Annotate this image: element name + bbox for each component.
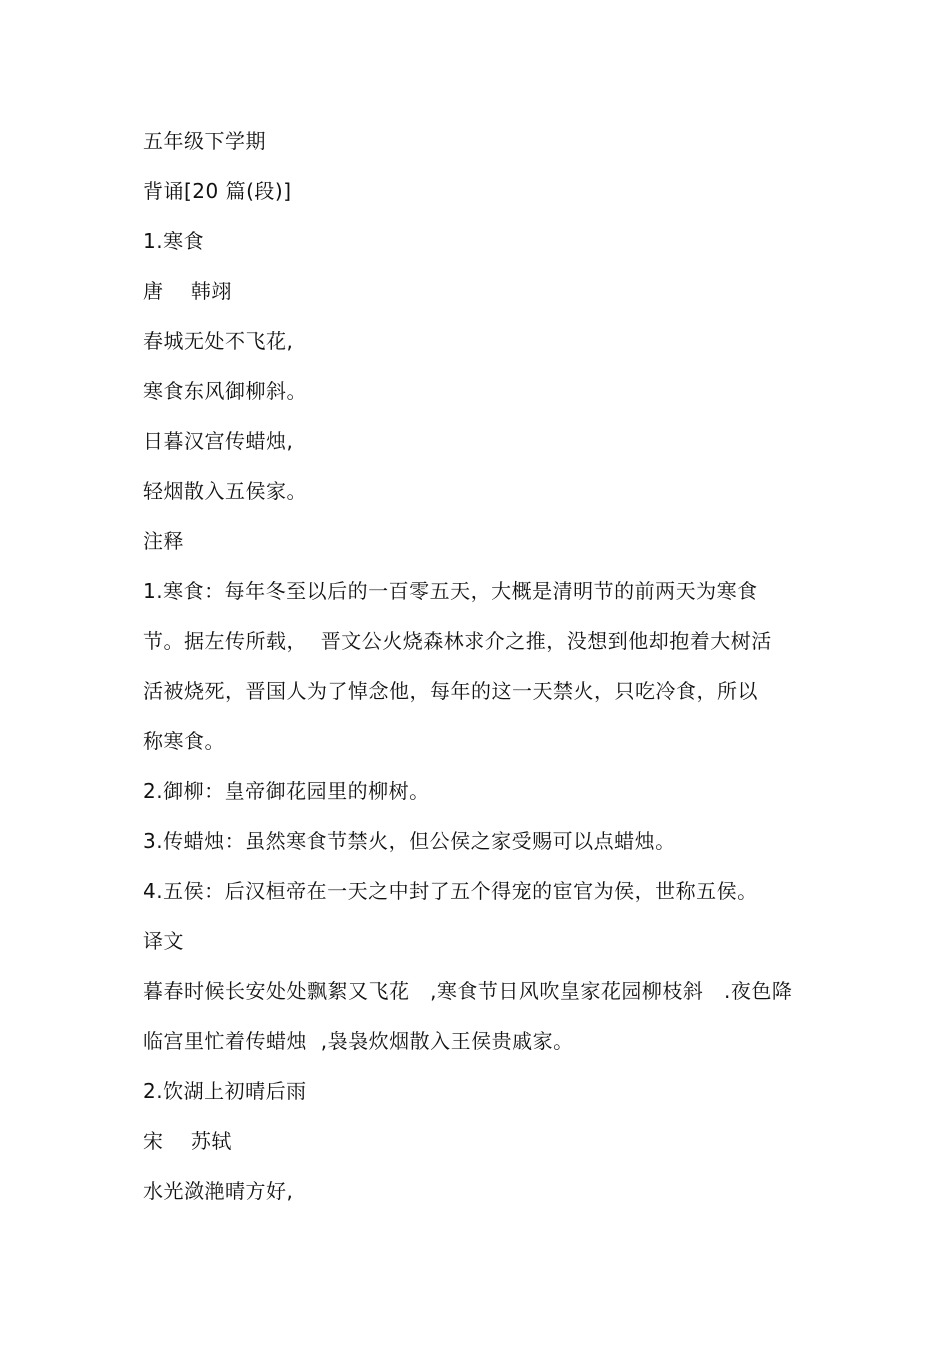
note-text: 节。据左传所载， 晋文公火烧森林求介之推，没想到他却抱着大树活 xyxy=(143,629,772,653)
note-text: 3.传蜡烛：虽然寒食节禁火，但公侯之家受赐可以点蜡烛。 xyxy=(143,829,676,853)
poem-line: 日暮汉宫传蜡烛, xyxy=(143,429,294,453)
translation-text: 临宫里忙着传蜡烛 ,袅袅炊烟散入王侯贵戚家。 xyxy=(143,1029,574,1053)
note-text: 活被烧死，晋国人为了悼念他，每年的这一天禁火，只吃冷食，所以 xyxy=(143,679,758,703)
section-heading: 背诵[20 篇(段)] xyxy=(143,179,292,203)
poem-author: 宋 苏轼 xyxy=(143,1129,232,1153)
poem-title: 1.寒食 xyxy=(143,229,205,253)
translation-heading: 译文 xyxy=(143,929,184,953)
note-text: 1.寒食：每年冬至以后的一百零五天，大概是清明节的前两天为寒食 xyxy=(143,579,758,603)
poem-line: 春城无处不飞花, xyxy=(143,329,294,353)
notes-heading: 注释 xyxy=(143,529,184,553)
poem-line: 寒食东风御柳斜。 xyxy=(143,379,307,403)
poem-line: 轻烟散入五侯家。 xyxy=(143,479,307,503)
poem-title: 2.饮湖上初晴后雨 xyxy=(143,1079,307,1103)
poem-author: 唐 韩翊 xyxy=(143,279,232,303)
note-text: 4.五侯：后汉桓帝在一天之中封了五个得宠的宦官为侯，世称五侯。 xyxy=(143,879,758,903)
note-text: 2.御柳：皇帝御花园里的柳树。 xyxy=(143,779,430,803)
poem-line: 水光潋滟晴方好, xyxy=(143,1179,294,1203)
translation-text: 暮春时候长安处处飘絮又飞花 ,寒食节日风吹皇家花园柳枝斜 .夜色降 xyxy=(143,979,793,1003)
note-text: 称寒食。 xyxy=(143,729,225,753)
document-title: 五年级下学期 xyxy=(143,129,266,153)
